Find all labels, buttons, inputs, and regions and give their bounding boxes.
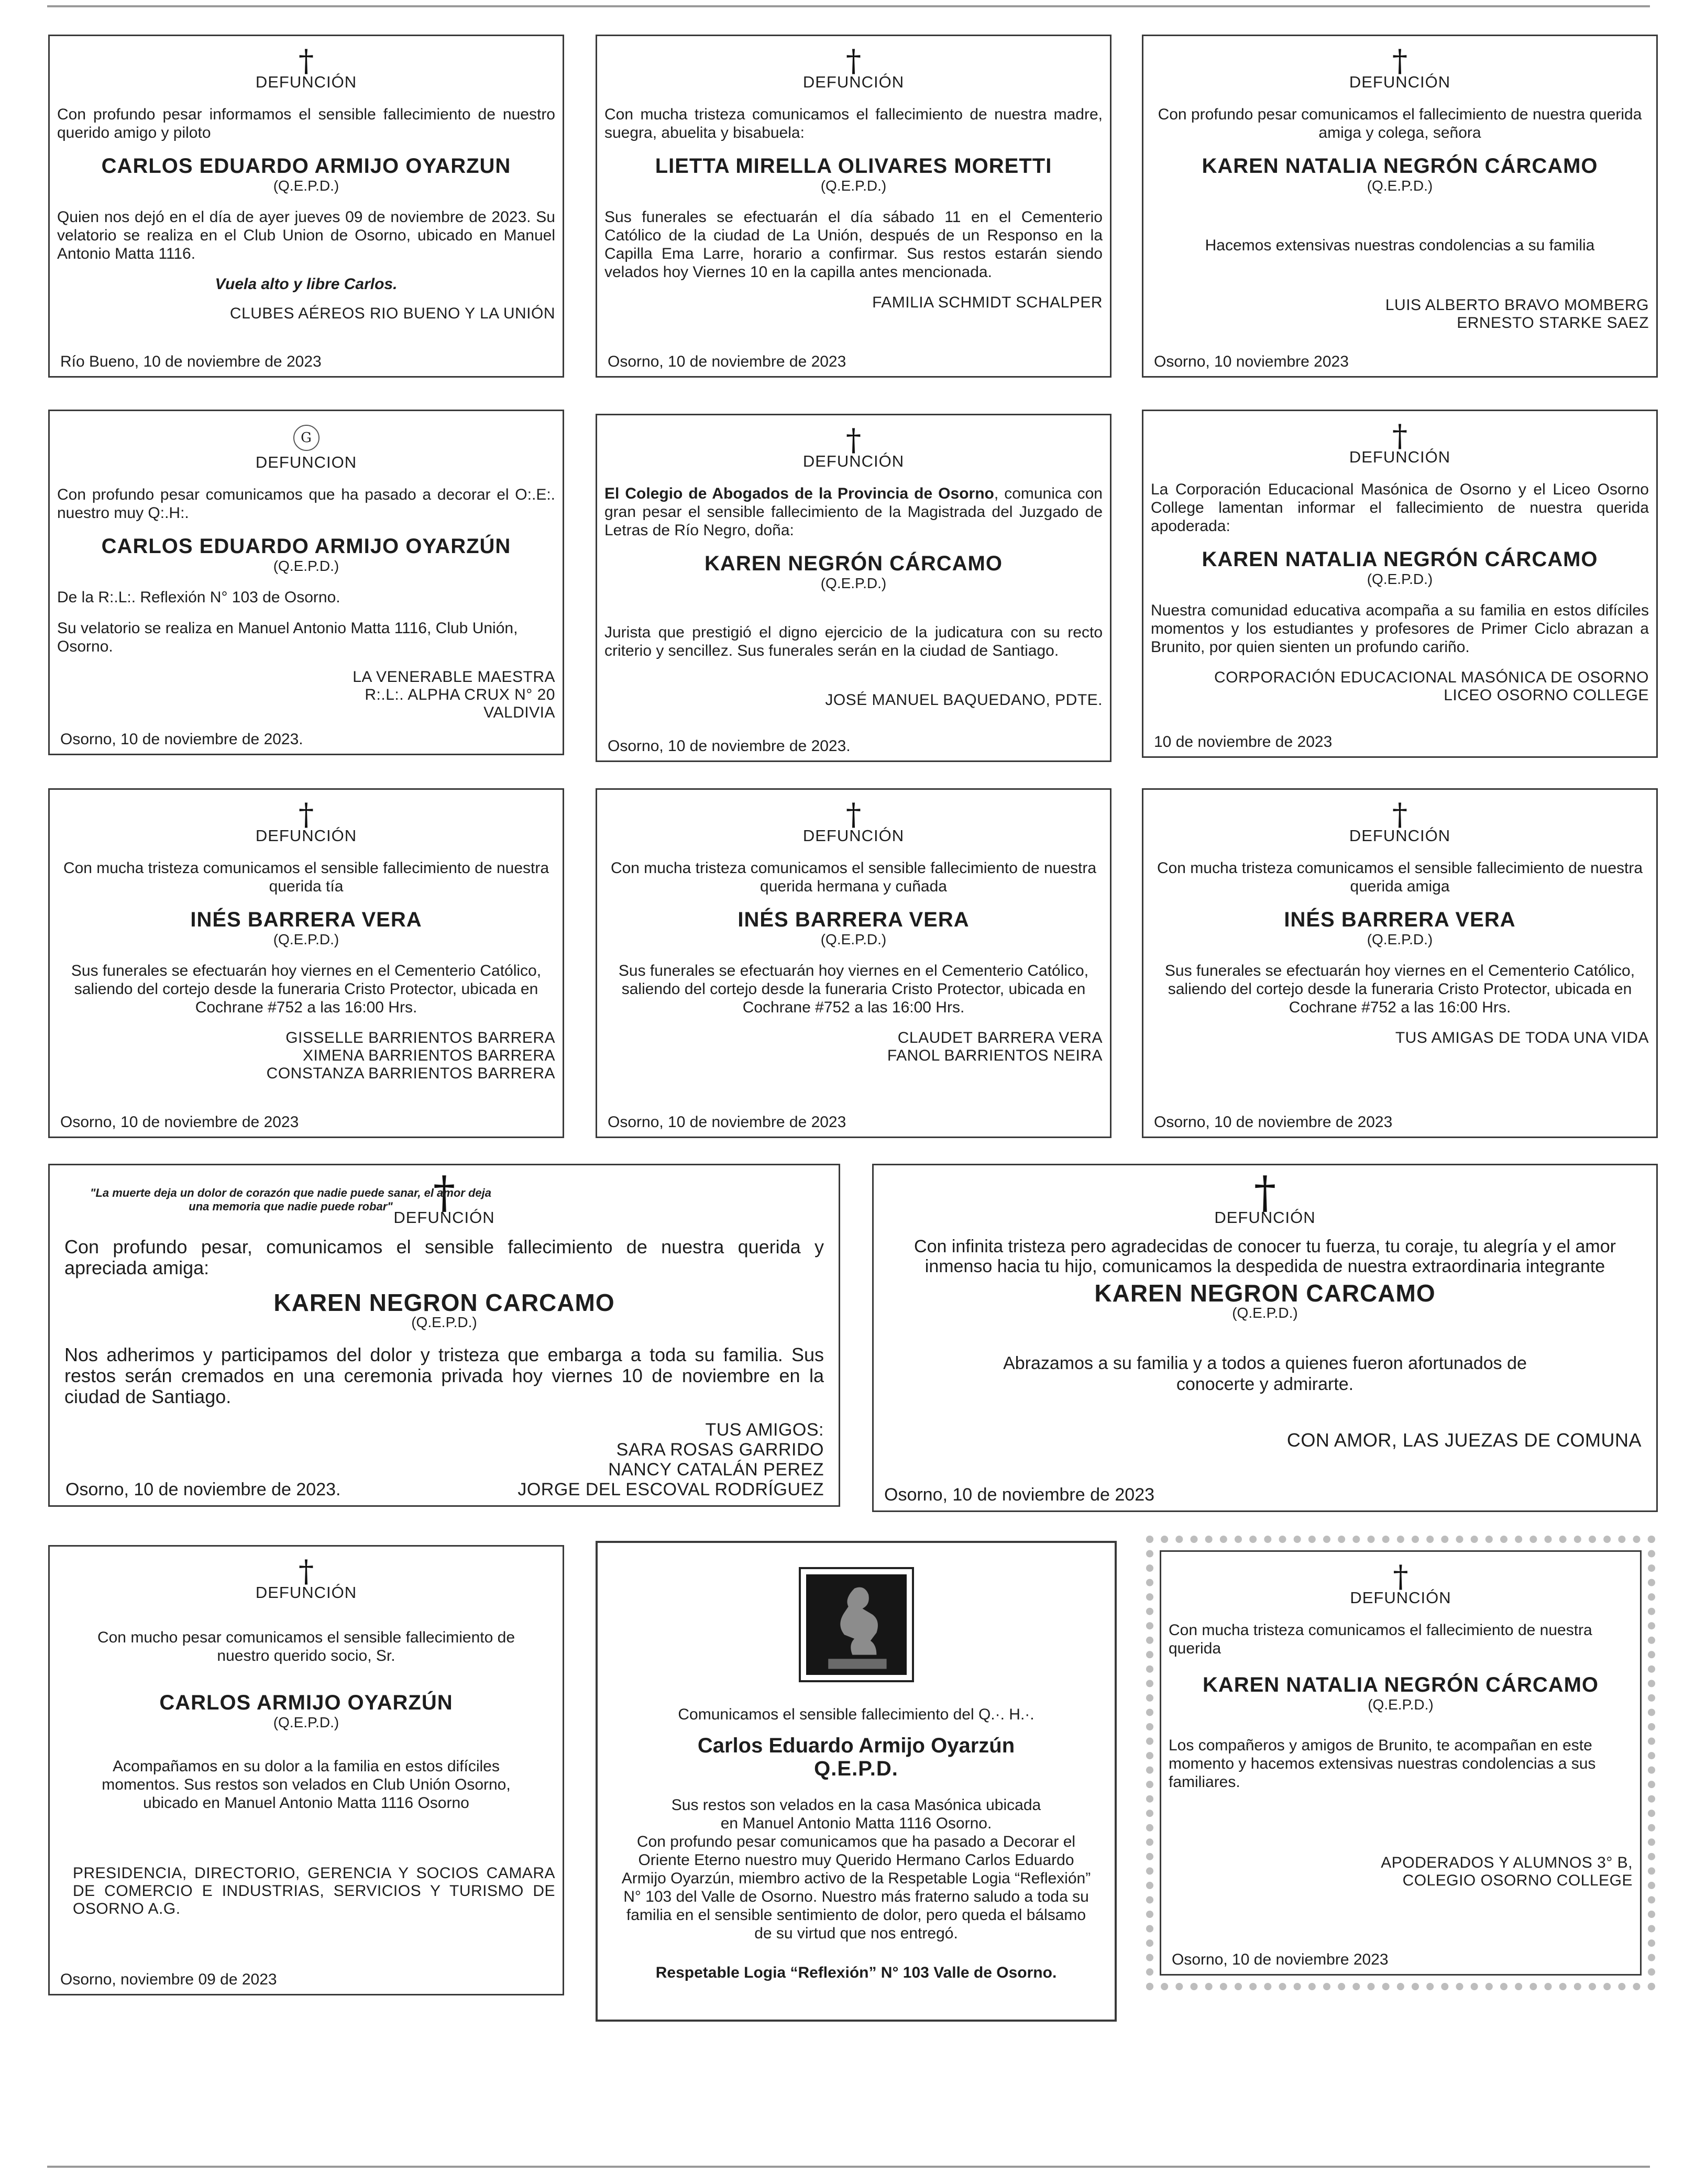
notice-date: Osorno, 10 de noviembre de 2023 (608, 353, 846, 370)
deceased-name: KAREN NATALIA NEGRÓN CÁRCAMO (1202, 1673, 1599, 1696)
qepd: (Q.E.P.D.) (1367, 571, 1433, 587)
qepd: (Q.E.P.D.) (273, 178, 339, 194)
notice-body: Nos adherimos y participamos del dolor y tristeza que embarga a toda su familia. Sus restos serán cremados en una ceremonia privada hoy viernes 10 de noviembre en la ciudad de Santiago. (64, 1344, 824, 1407)
notice-intro: La Corporación Educacional Masónica de Osorno y el Liceo Osorno College lamentan informar el fallecimiento de nuestra querida apoderada: (1151, 481, 1649, 535)
notice-body: Hacemos extensivas nuestras condolencias a su familia (1205, 237, 1595, 254)
notice-intro-bold: El Colegio de Abogados de la Provincia de Osorno (604, 485, 994, 502)
notice-body: Los compañeros y amigos de Brunito, te acompañan en este momento y hacemos extensivas nuestras condolencias a sus familiares. (1169, 1737, 1596, 1791)
notice-signature: LA VENERABLE MAESTRA R:.L:. ALPHA CRUX N° 20 VALDIVIA (353, 668, 555, 721)
qepd: (Q.E.P.D.) (273, 558, 339, 574)
qepd: (Q.E.P.D.) (1367, 178, 1433, 194)
notice-date: Osorno, 10 de noviembre de 2023 (608, 1113, 846, 1131)
notice-heading: DEFUNCIÓN (255, 1583, 357, 1602)
notice-heading: DEFUNCION (255, 453, 357, 471)
deceased-name: INÉS BARRERA VERA (1284, 908, 1516, 931)
cross-icon: † (846, 797, 861, 832)
deceased-name: CARLOS EDUARDO ARMIJO OYARZÚN (101, 535, 511, 558)
deceased-name: KAREN NEGRON CARCAMO (273, 1289, 615, 1316)
obituary-armijo-camara-comercio (48, 1545, 564, 1995)
notice-heading: DEFUNCIÓN (802, 826, 905, 845)
notice-body: Quien nos dejó en el día de ayer jueves 09 de noviembre de 2023. Su velatorio se realiza en el Club Union de Osorno, ubicado en Manuel Antonio Matta 1116. (57, 208, 555, 262)
qepd: (Q.E.P.D.) (820, 178, 887, 194)
cross-icon: † (1393, 1559, 1408, 1594)
notice-signature: CON AMOR, LAS JUEZAS DE COMUNA (1286, 1429, 1642, 1451)
deceased-name: CARLOS EDUARDO ARMIJO OYARZUN (101, 155, 511, 178)
notice-date: Osorno, 10 de noviembre de 2023 (60, 1113, 299, 1131)
thinker-sculpture-image (799, 1567, 914, 1682)
notice-intro: Con mucha tristeza comunicamos el sensible fallecimiento de nuestra querida hermana y cuñada (610, 859, 1097, 895)
notice-heading: DEFUNCIÓN (1349, 448, 1451, 466)
notice-signature: Respetable Logia “Reflexión” N° 103 Valle de Osorno. (655, 1964, 1057, 1981)
notice-date: Osorno, 10 de noviembre de 2023 (884, 1485, 1155, 1505)
notice-intro: Con profundo pesar comunicamos que ha pasado a decorar el O:.E:. nuestro muy Q:.H:. (57, 486, 555, 522)
notice-heading: DEFUNCIÓN (802, 452, 905, 470)
notice-body-1: Sus restos son velados en la casa Masónica ubicada en Manuel Antonio Matta 1116 Osorno. (671, 1796, 1041, 1832)
cross-icon: † (846, 43, 861, 79)
obituary-negron-bravo-starke (1142, 35, 1658, 378)
deceased-name: Carlos Eduardo Armijo Oyarzún (697, 1734, 1015, 1757)
notice-intro: Con profundo pesar informamos el sensible fallecimiento de nuestro querido amigo y piloto (57, 106, 555, 141)
notice-body: Sus funerales se efectuarán hoy viernes en el Cementerio Católico, saliendo del cortejo desde la funeraria Cristo Protector, ubicada en Cochrane #752 a las 16:00 Hrs. (618, 962, 1089, 1016)
notice-intro: Comunicamos el sensible fallecimiento del Q.·. H.·. (678, 1706, 1034, 1723)
notice-date: Río Bueno, 10 de noviembre de 2023 (60, 353, 322, 370)
qepd: (Q.E.P.D.) (411, 1314, 477, 1330)
qepd: Q.E.P.D. (814, 1757, 898, 1780)
notice-heading: DEFUNCIÓN (1350, 1589, 1451, 1607)
notice-body-2: Con profundo pesar comunicamos que ha pasado a Decorar el Oriente Eterno nuestro muy Querido Hermano Carlos Eduardo Armijo Oyarzún, miembro activo de la Respetable Logia “Reflexión” N° 103 del Valle de Osorno. Nuestro más fraterno saludo a toda su familia en el sensible sentimiento de dolor, pero queda el bálsamo de su virtud que nos entregó. (621, 1833, 1091, 1942)
obituary-negron-amigos (48, 1164, 840, 1507)
obituary-negron-corporacion-masonica (1142, 410, 1658, 758)
notice-signature: GISSELLE BARRIENTOS BARRERA XIMENA BARRIENTOS BARRERA CONSTANZA BARRIENTOS BARRERA (266, 1029, 555, 1082)
notice-date: Osorno, 10 de noviembre de 2023. (608, 737, 851, 755)
notice-intro: Con mucha tristeza comunicamos el fallecimiento de nuestra madre, suegra, abuelita y bisabuela: (604, 106, 1103, 141)
notice-body: Acompañamos en su dolor a la familia en estos difíciles momentos. Sus restos son velados en Club Unión Osorno, ubicado en Manuel Antonio Matta 1116 Osorno (102, 1758, 511, 1812)
qepd: (Q.E.P.D.) (1232, 1305, 1298, 1321)
qepd: (Q.E.P.D.) (820, 931, 887, 947)
notice-signature: LUIS ALBERTO BRAVO MOMBERG ERNESTO STARKE SAEZ (1385, 296, 1649, 332)
qepd: (Q.E.P.D.) (1368, 1696, 1434, 1713)
obituary-barrera-hermana (596, 788, 1111, 1138)
notice-body: Abrazamos a su familia y a todos a quienes fueron afortunados de conocerte y admirarte. (1003, 1353, 1527, 1394)
notice-motto: Vuela alto y libre Carlos. (215, 275, 398, 293)
cross-icon: † (846, 422, 861, 458)
notice-body: Sus funerales se efectuarán hoy viernes en el Cementerio Católico, saliendo del cortejo desde la funeraria Cristo Protector, ubicada en Cochrane #752 a las 16:00 Hrs. (1164, 962, 1635, 1016)
notice-heading: DEFUNCIÓN (1349, 73, 1451, 91)
notice-signature: CLAUDET BARRERA VERA FANOL BARRIENTOS NEIRA (887, 1029, 1103, 1064)
notice-intro-rest: , comunica con gran pesar el sensible fallecimiento de la Magistrada del Juzgado de Letras de Río Negro, doña: (604, 485, 1103, 539)
qepd: (Q.E.P.D.) (273, 1714, 339, 1730)
notice-signature: TUS AMIGAS DE TODA UNA VIDA (1395, 1029, 1649, 1046)
thinker-silhouette-icon (806, 1574, 907, 1675)
notice-date: 10 de noviembre de 2023 (1154, 733, 1333, 751)
cross-icon: † (433, 1167, 455, 1218)
cross-icon: † (1392, 797, 1407, 832)
obituary-armijo-alpha-crux (48, 410, 564, 755)
notice-intro: Con mucha tristeza comunicamos el sensible fallecimiento de nuestra querida tía (63, 859, 549, 895)
notice-body: Nuestra comunidad educativa acompaña a su familia en estos difíciles momentos y los estudiantes y profesores de Primer Ciclo abrazan a Brunito, por quien sienten un profundo cariño. (1151, 602, 1649, 656)
cross-icon: † (1254, 1167, 1276, 1218)
notice-intro: Con mucha tristeza comunicamos el sensible fallecimiento de nuestra querida amiga (1157, 859, 1643, 895)
cross-icon: † (1392, 418, 1407, 454)
deceased-name: KAREN NATALIA NEGRÓN CÁRCAMO (1202, 548, 1598, 571)
cross-icon: † (299, 797, 314, 832)
notice-heading: DEFUNCIÓN (1349, 826, 1451, 845)
notice-signature: TUS AMIGOS: SARA ROSAS GARRIDO NANCY CATALÁN PEREZ JORGE DEL ESCOVAL RODRÍGUEZ (518, 1420, 824, 1499)
notice-signature: PRESIDENCIA, DIRECTORIO, GERENCIA Y SOCIOS CAMARA DE COMERCIO E INDUSTRIAS, SERVICIOS Y TURISMO DE OSORNO A.G. (73, 1865, 555, 1917)
notice-heading: DEFUNCIÓN (802, 73, 905, 91)
deceased-name: KAREN NEGRÓN CÁRCAMO (705, 552, 1003, 575)
qepd: (Q.E.P.D.) (1367, 931, 1433, 947)
deceased-name: KAREN NEGRON CARCAMO (1094, 1279, 1436, 1307)
obituary-negron-apoderados (1160, 1550, 1642, 1976)
notice-signature: FAMILIA SCHMIDT SCHALPER (872, 294, 1103, 311)
notice-intro: Con mucha tristeza comunicamos el fallecimiento de nuestra querida (1169, 1622, 1592, 1657)
notice-intro (604, 484, 1103, 539)
notice-signature: CLUBES AÉREOS RIO BUENO Y LA UNIÓN (229, 305, 555, 322)
notice-intro: Con profundo pesar comunicamos el fallecimiento de nuestra querida amiga y colega, señora (1158, 106, 1642, 141)
notice-intro: Con profundo pesar, comunicamos el sensible fallecimiento de nuestra querida y apreciada amiga: (64, 1236, 824, 1278)
obituary-olivares-moretti (596, 35, 1111, 378)
notice-date: Osorno, 10 noviembre 2023 (1154, 353, 1349, 370)
notice-date: Osorno, noviembre 09 de 2023 (60, 1971, 277, 1988)
notice-signature: CORPORACIÓN EDUCACIONAL MASÓNICA DE OSORNO LICEO OSORNO COLLEGE (1214, 669, 1649, 704)
notice-heading: DEFUNCIÓN (255, 826, 357, 845)
obituary-negron-colegio-abogados (596, 414, 1111, 762)
obituary-armijo-clubes-aereos (48, 35, 564, 378)
deceased-name: INÉS BARRERA VERA (190, 908, 422, 931)
notice-date: Osorno, 10 de noviembre de 2023. (60, 731, 303, 748)
obituary-negron-juezas (872, 1164, 1658, 1512)
notice-body: Sus funerales se efectuarán hoy viernes en el Cementerio Católico, saliendo del cortejo desde la funeraria Cristo Protector, ubicada en Cochrane #752 a las 16:00 Hrs. (71, 962, 542, 1016)
notice-heading: DEFUNCIÓN (255, 73, 357, 91)
obituary-armijo-logia-reflexion (596, 1541, 1117, 2022)
obituary-barrera-sobrinas (48, 788, 564, 1138)
cross-icon: † (299, 1553, 314, 1589)
notice-intro: Con mucho pesar comunicamos el sensible fallecimiento de nuestro querido socio, Sr. (97, 1629, 515, 1664)
qepd: (Q.E.P.D.) (273, 931, 339, 947)
bottom-rule (47, 2166, 1650, 2168)
notice-date: Osorno, 10 de noviembre 2023 (1172, 1951, 1389, 1968)
qepd: (Q.E.P.D.) (820, 575, 887, 591)
obituary-barrera-amigas (1142, 788, 1658, 1138)
notice-quote: "La muerte deja un dolor de corazón que nadie puede sanar, el amor deja una memoria que nadie puede robar" (90, 1186, 491, 1213)
notice-date: Osorno, 10 de noviembre de 2023 (1154, 1113, 1393, 1131)
cross-icon: † (299, 43, 314, 79)
deceased-name: KAREN NATALIA NEGRÓN CÁRCAMO (1202, 155, 1598, 178)
notice-heading: DEFUNCIÓN (1214, 1208, 1316, 1227)
notice-body-1: De la R:.L:. Reflexión N° 103 de Osorno. (57, 589, 340, 606)
notice-signature: APODERADOS Y ALUMNOS 3° B, COLEGIO OSORNO COLLEGE (1381, 1854, 1633, 1889)
top-rule (47, 5, 1650, 7)
notice-signature: JOSÉ MANUEL BAQUEDANO, PDTE. (825, 691, 1103, 709)
cross-icon: † (1392, 43, 1407, 79)
deceased-name: LIETTA MIRELLA OLIVARES MORETTI (655, 155, 1052, 178)
notice-heading: DEFUNCIÓN (393, 1208, 495, 1227)
notice-body-2: Su velatorio se realiza en Manuel Antonio Matta 1116, Club Unión, Osorno. (57, 620, 518, 655)
notice-date: Osorno, 10 de noviembre de 2023. (65, 1480, 341, 1499)
notice-body: Sus funerales se efectuarán el día sábado 11 en el Cementerio Católico de la ciudad de La Unión, después de un Responso en la Capilla Ema Larre, horario a confirmar. Sus restos estarán siendo velados hoy Viernes 10 en la capilla antes mencionada. (604, 208, 1103, 281)
deceased-name: INÉS BARRERA VERA (738, 908, 970, 931)
notice-intro: Con infinita tristeza pero agradecidas de conocer tu fuerza, tu coraje, tu alegría y el amor inmenso hacia tu hijo, comunicamos la despedida de nuestra extraordinaria integrante (914, 1237, 1616, 1276)
notice-body: Jurista que prestigió el digno ejercicio de la judicatura con su recto criterio y sencillez. Sus funerales serán en la ciudad de Santiago. (604, 624, 1103, 659)
deceased-name: CARLOS ARMIJO OYARZÚN (159, 1691, 453, 1714)
g-emblem-icon: G (293, 425, 320, 451)
